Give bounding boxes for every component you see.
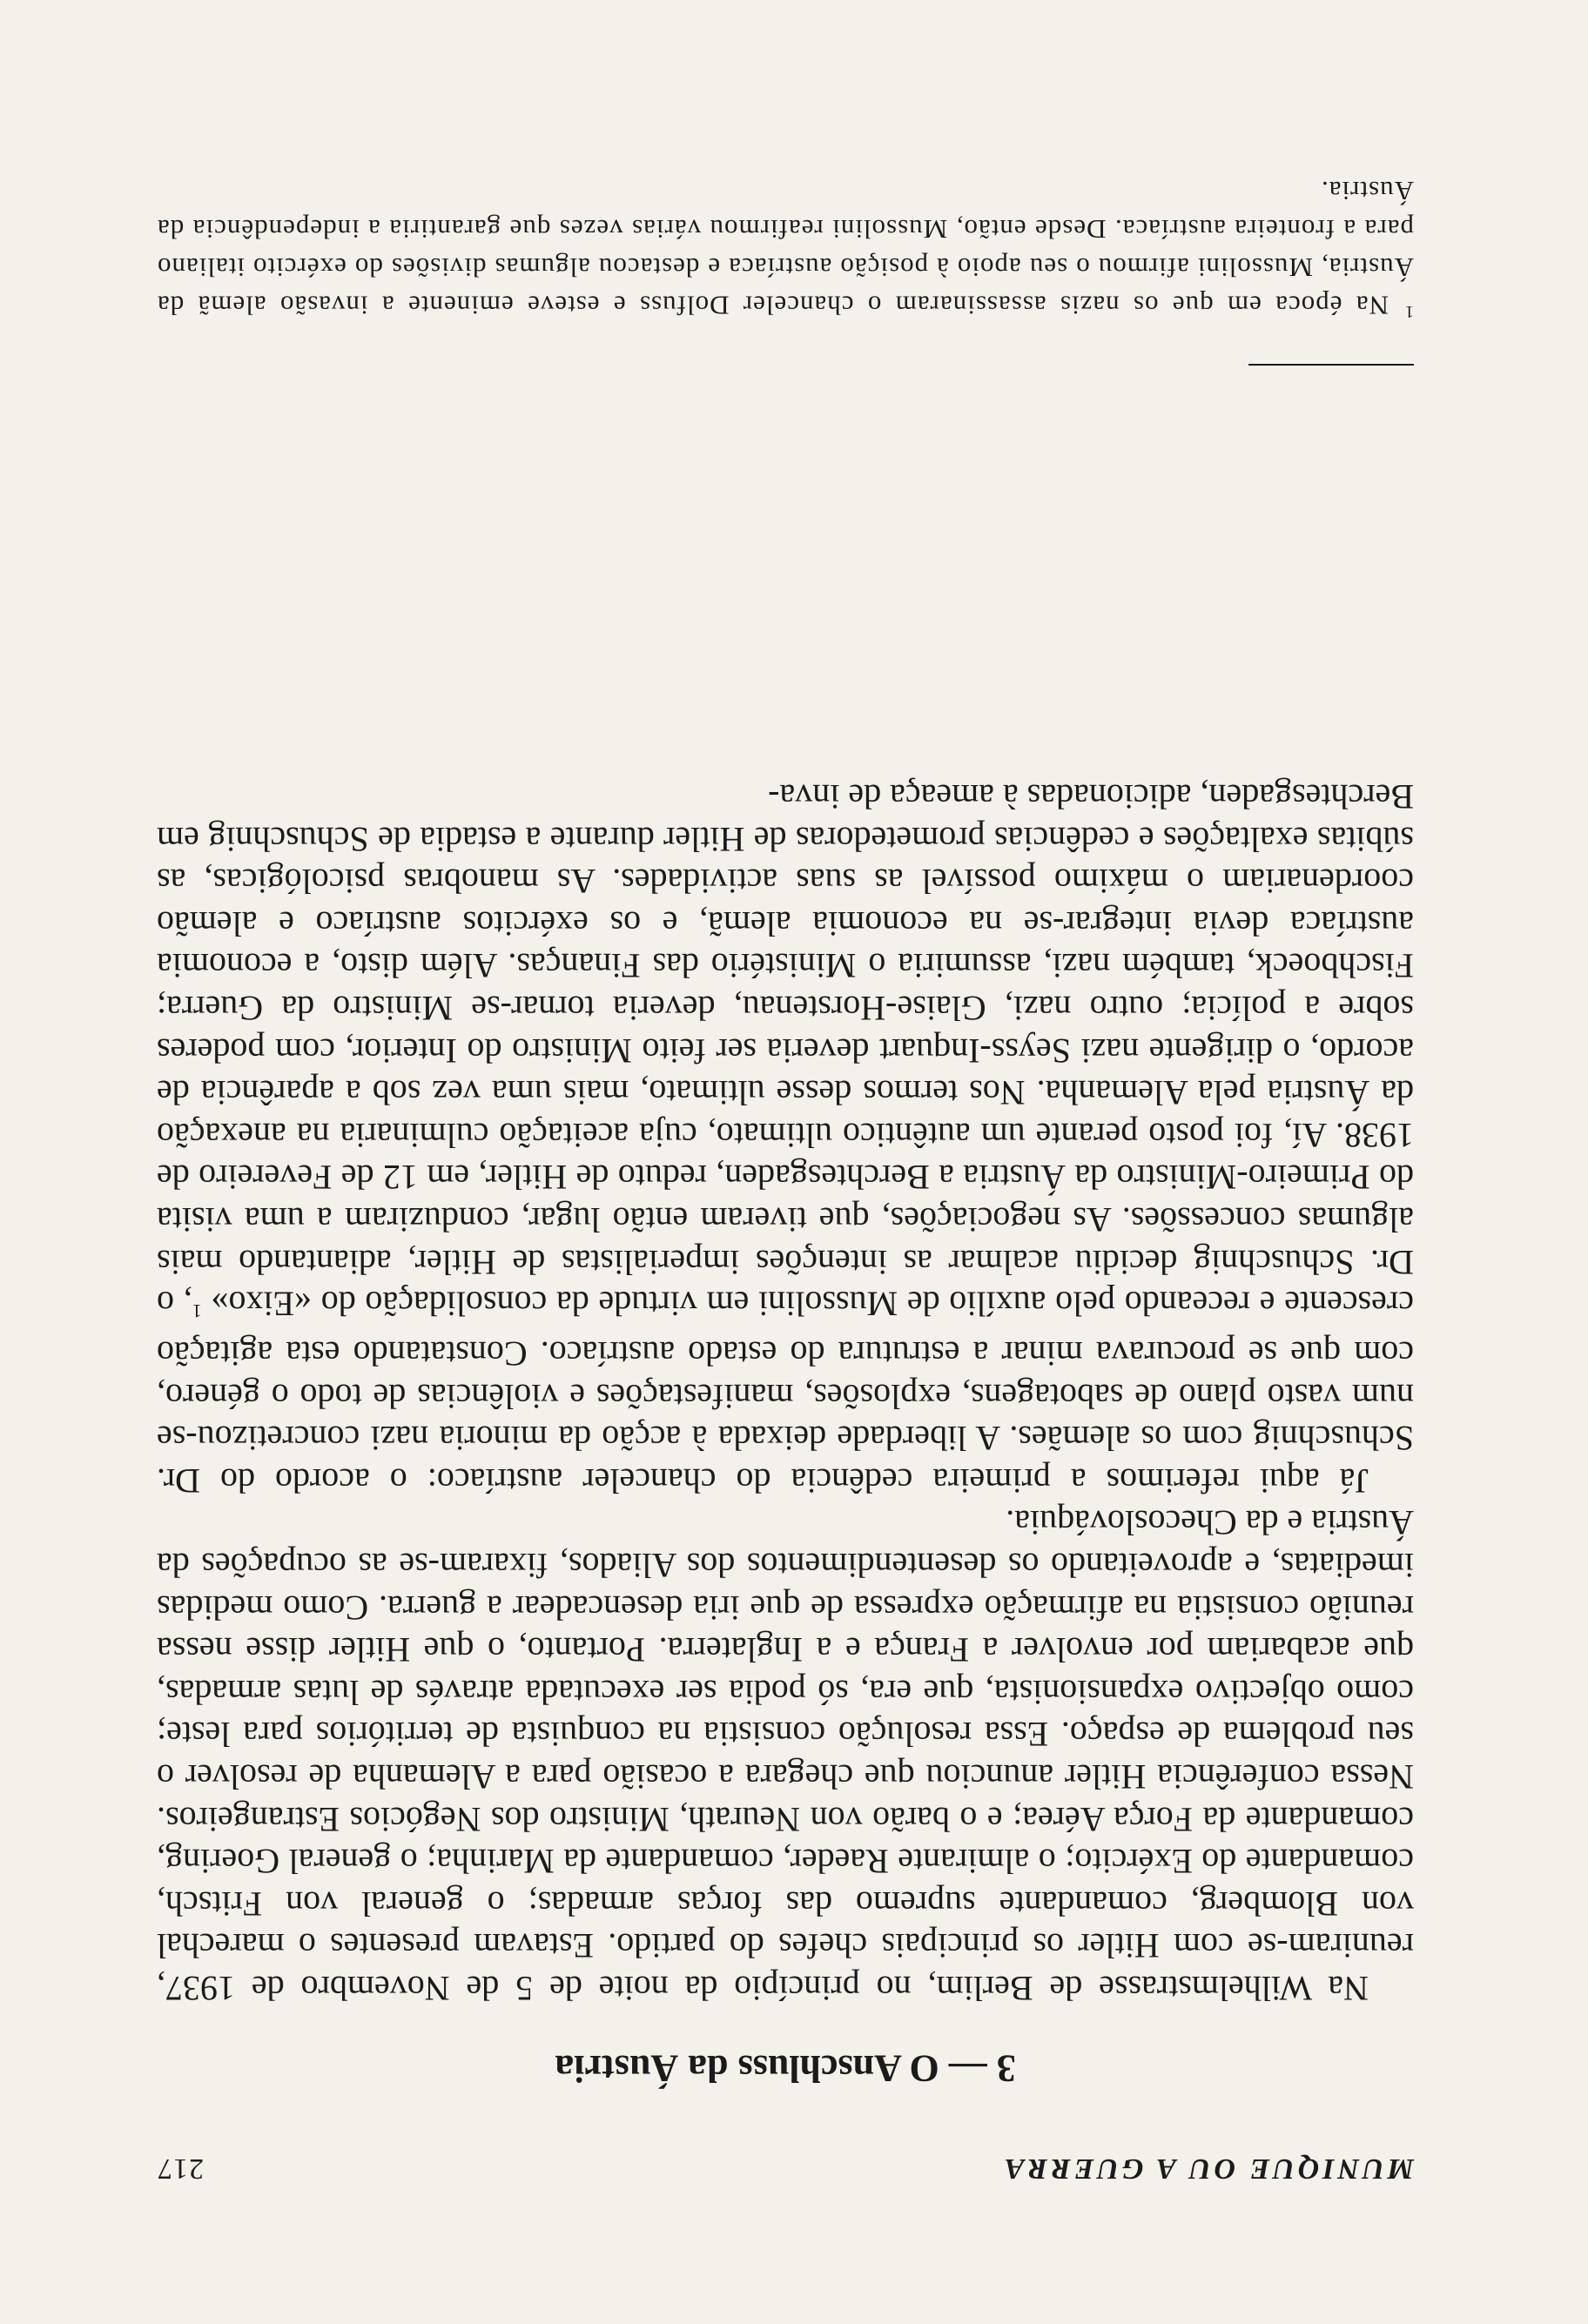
running-title: MUNIQUE OU A GUERRA — [1000, 2153, 1414, 2185]
footnote — [157, 171, 1414, 331]
paragraph-text: , o Dr. Schuschnig decidiu acalmar as intenções imperialistas de Hitler, adiantando mais algumas concessões. As negociações, que tiveram então lugar, conduziram a uma visita do Primeiro-Ministro da Áustria a Berchtesgaden, reduto de Hitler, em 12 de Fevereiro de 1938. Aí, foi posto perante um autêntico ultimato, cuja aceitação culminaria na anexação da Áustria pela Alemanha. Nos termos desse ultimato, mais uma vez sob a aparência de acordo, o dirigente nazi Seyss-Inquart deveria ser feito Ministro do Interior, com poderes sobre a polícia; outro nazi, Glaise-Horstenau, deveria tornar-se Ministro da Guerra; Fischboeck, também nazi, assumiria o Ministério das Finanças. Além disto, a economia austríaca devia integrar-se na economia alemã, e os exércitos austríaco e alemão coordenariam o máximo possível as suas actividades. As manobras psicológicas, as súbitas exaltações e cedências prometedoras de Hitler durante a estadia de Schuschnig em Berchtesgaden, adicionadas à ameaça de inva- — [156, 777, 1414, 1325]
footnote-marker: 1 — [1404, 302, 1414, 321]
chapter-title: 3 — O Anschluss da Áustria — [555, 2047, 1016, 2090]
running-header — [157, 2152, 1414, 2185]
footnote-text: Na época em que os nazis assassinaram o chanceler Dolfuss e esteve eminente a invasão alemã da Áustria, Mussolini afirmou o seu apoio à posição austríaca e destacou algumas divisões do exército italiano para a fronteira austríaca. Desde então, Mussolini reafirmou várias vezes que garantiria a independência da Áustria. — [157, 175, 1414, 321]
paragraph — [157, 775, 1414, 1501]
footnote-separator — [1248, 364, 1414, 366]
body-text — [157, 775, 1414, 2009]
page-number: 217 — [157, 2153, 204, 2185]
paragraph-text: Já aqui referimos a primeira cedência do chanceler austríaco: o acordo do Dr. Schuschnig com os alemães. A liberdade deixada à acção da minoria nazi concretizou-se num vasto plano de sabotagens, explosões, manifestações e violências de todo o género, com que se procurava minar a estrutura do estado austríaco. Constatando esta agitação crescente e receando pelo auxílio de Mussolini em virtude da consolidação do «Eixo» — [157, 1285, 1414, 1501]
footnote-reference: 1 — [192, 1300, 202, 1323]
paragraph: Na Wilhelmstrasse de Berlim, no princípio da noite de 5 de Novembro de 1937, reuniram-se com Hitler os principais chefes do partido. Estavam presentes o marechal von Blomberg, comandante supremo das forças armadas; o general von Fritsch, comandante do Exército; o almirante Raeder, comandante da Marinha; o general Goering, comandante da Força Aérea; e o barão von Neurath, Ministro dos Negócios Estrangeiros. Nessa conferência Hitler anunciou que chegara a ocasião para a Alemanha de resolver o seu problema de espaço. Essa resolução consistia na conquista de territórios para leste; como objectivo expansionista, que era, só podia ser executada através de lutas armadas, que acabariam por envolver a França e a Inglaterra. Portanto, o que Hitler disse nessa reunião consistia na afirmação expressa de que iria desencadear a guerra. Como medidas imediatas, e aproveitando os desentendimentos dos Aliados, fixaram-se as ocupações da Áustria e da Checoslováquia. — [157, 1503, 1414, 2008]
